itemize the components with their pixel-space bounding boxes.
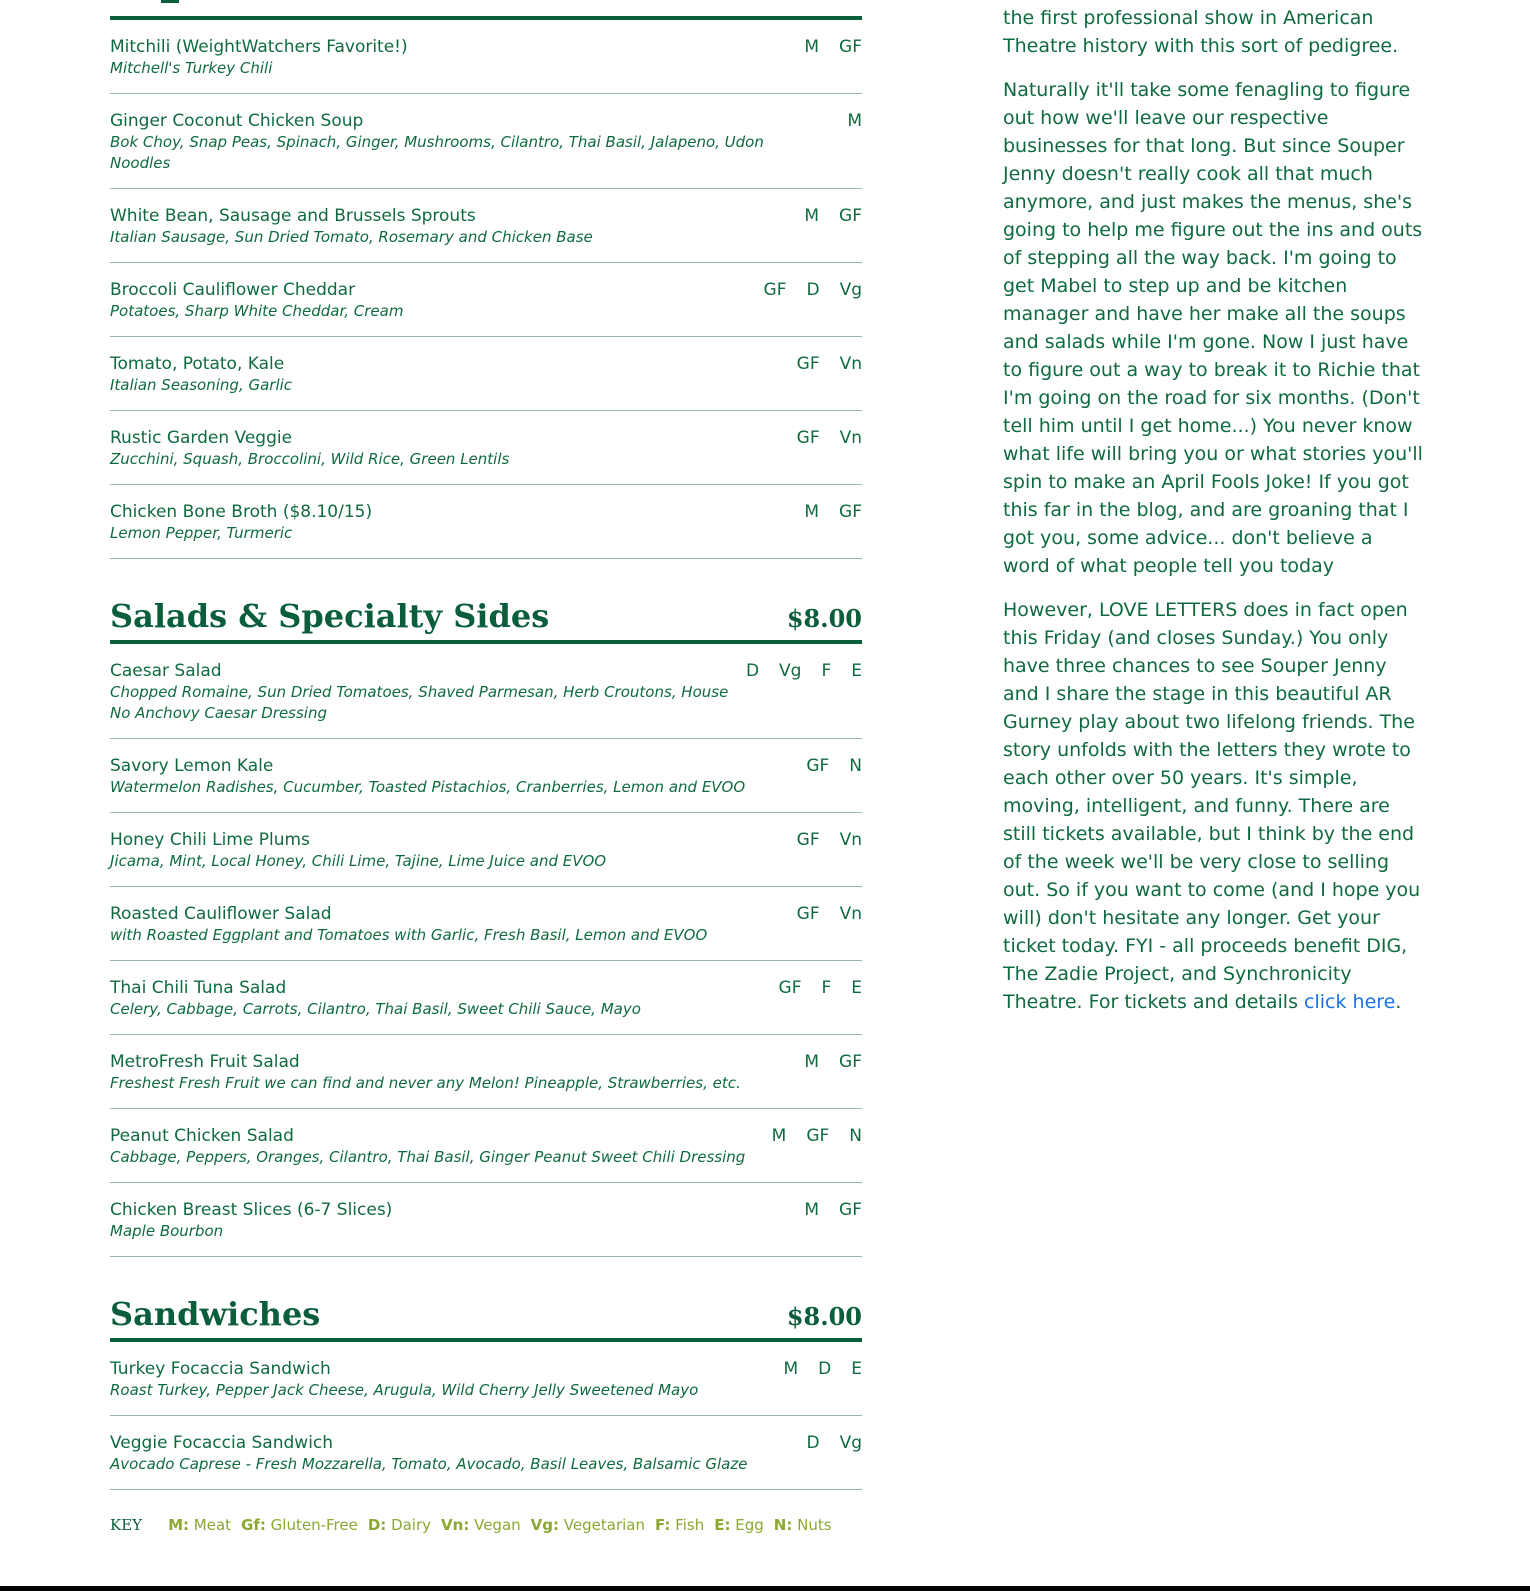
dietary-tags [783,1358,862,1380]
dietary-tags [797,353,862,375]
sandwiches-section [110,1277,862,1490]
salads-list [110,644,862,1257]
dietary-tag: E [851,661,862,681]
menu-item-text [110,1125,745,1168]
dietary-tags [746,660,862,682]
dietary-tag: GF [806,756,830,776]
menu-item-description: Watermelon Radishes, Cucumber, Toasted Pistachios, Cranberries, Lemon and EVOO [110,778,746,796]
dietary-tag: GF [839,502,862,522]
menu-item-description: Roast Turkey, Pepper Jack Cheese, Arugula, Wild Cherry Jelly Sweetened Mayo [110,1381,699,1399]
dietary-tag: D [745,661,760,681]
menu-item [110,644,862,739]
menu-item-text [110,660,746,724]
menu-item-description: Cabbage, Peppers, Oranges, Cilantro, Thai Basil, Ginger Peanut Sweet Chili Dressing [110,1148,746,1166]
key-entry [168,1516,231,1534]
menu-item-text [110,279,403,322]
key-code: M: [168,1516,189,1534]
menu-item [110,94,862,189]
section-price: $8.00 [786,604,862,633]
blog-paragraph [1003,596,1423,1016]
menu-item-text [110,110,770,174]
menu-item-text [110,501,372,544]
key-code: D: [367,1516,387,1534]
menu-item-name: Thai Chili Tuna Salad [110,978,287,998]
menu-item-text [110,36,408,79]
menu-item-description: Chopped Romaine, Sun Dried Tomatoes, Shaved Parmesan, Herb Croutons, House No Anchovy Caesar Dressing [110,683,729,722]
key-entry [774,1516,832,1534]
menu-item [110,1035,862,1109]
dietary-tag: GF [796,830,820,850]
dietary-tag: GF [839,206,862,226]
menu-item [110,1342,862,1416]
menu-item [110,813,862,887]
menu-item-description: Mitchell's Turkey Chili [110,59,273,77]
section-title: Salads & Specialty Sides [110,597,550,635]
dietary-tag: Vn [839,830,862,850]
menu-item [110,485,862,559]
tickets-link[interactable]: click here [1304,991,1396,1013]
dietary-tags [764,279,862,301]
dietary-tag: M [804,1200,820,1220]
menu-item-text [110,427,509,470]
menu-item-text [110,1051,741,1094]
menu-item [110,1416,862,1490]
dietary-tag: GF [839,37,862,57]
dietary-tags [797,829,862,851]
key-entry [531,1516,645,1534]
menu-item-description: Italian Seasoning, Garlic [110,376,293,394]
sandwiches-list [110,1342,862,1490]
dietary-tags [804,205,862,227]
menu-item-name: Turkey Focaccia Sandwich [110,1359,331,1379]
menu-item-name: Ginger Coconut Chicken Soup [110,111,364,131]
dietary-tag: M [804,1052,820,1072]
menu-item-description: Potatoes, Sharp White Cheddar, Cream [110,302,404,320]
menu-item-name: Veggie Focaccia Sandwich [110,1433,334,1453]
dietary-tag: M [804,37,820,57]
dietary-tags [797,427,862,449]
key-meaning: Egg [735,1516,764,1534]
blog-paragraph-text: However, LOVE LETTERS does in fact open this Friday (and closes Sunday.) You only have three chances to see Souper Jenny and I share the stage in this beautiful AR Gurney play about two lifelong friends. The story unfolds with the letters they wrote to each other over 50 years. It's simple, moving, intelligent, and funny. There are still tickets available, but I think by the end of the week we'll be very close to selling out. So if you want to come (and I hope you will) don't hesitate any longer. Get your ticket today. FYI - all proceeds benefit DIG, The Zadie Project, and Synchronicity Theatre. For tickets and details [1003,599,1421,1013]
dietary-tag: D [806,280,820,300]
menu-item [110,20,862,94]
key-entry [714,1516,764,1534]
soups-list [110,20,862,559]
menu-item-text [110,1432,747,1475]
section-price: $8.00 [786,1302,862,1331]
dietary-tag: M [804,206,820,226]
menu-item-description: Celery, Cabbage, Carrots, Cilantro, Thai Basil, Sweet Chili Sauce, Mayo [110,1000,641,1018]
menu-item-text [110,1199,392,1242]
menu-item-description: Jicama, Mint, Local Honey, Chili Lime, Tajine, Lime Juice and EVOO [110,852,607,870]
menu-item [110,961,862,1035]
dietary-tags [804,1199,862,1221]
menu-item [110,739,862,813]
dietary-tags [804,1051,862,1073]
menu-item-name: Savory Lemon Kale [110,756,274,776]
menu-column [110,0,862,1534]
dietary-tag: M [847,111,862,131]
menu-item-description: with Roasted Eggplant and Tomatoes with Garlic, Fresh Basil, Lemon and EVOO [110,926,708,944]
dietary-tags [797,903,862,925]
menu-item-description: Maple Bourbon [110,1222,224,1240]
dietary-tag: D [806,1433,820,1453]
dietary-tag: Vn [839,904,862,924]
key-code: Vg: [530,1516,560,1534]
menu-item-description: Avocado Caprese - Fresh Mozzarella, Tomato, Avocado, Basil Leaves, Balsamic Glaze [110,1455,748,1473]
dietary-tag: F [821,978,832,998]
dietary-tag: Vn [839,354,862,374]
key-meaning: Gluten-Free [270,1516,358,1534]
dietary-tags [804,501,862,523]
menu-item [110,337,862,411]
key-code: E: [714,1516,731,1534]
dietary-tag: GF [796,354,820,374]
key-entry [441,1516,521,1534]
period: . [1395,991,1402,1013]
menu-item-name: Mitchili (WeightWatchers Favorite!) [110,37,408,57]
key-meaning: Fish [675,1516,705,1534]
menu-item-text [110,903,707,946]
menu-item [110,887,862,961]
menu-item-name: Roasted Cauliflower Salad [110,904,332,924]
dietary-tag: GF [796,428,820,448]
menu-item-text [110,353,292,396]
menu-item [110,1109,862,1183]
dietary-tag: GF [839,1200,862,1220]
blog-post [1003,4,1423,1032]
dietary-tag: N [849,1126,862,1146]
menu-item-name: Chicken Bone Broth ($8.10/15) [110,502,373,522]
key-label: KEY [110,1516,143,1534]
dietary-tag: GF [839,1052,862,1072]
key-entry [241,1516,358,1534]
dietary-tag: N [849,756,862,776]
dietary-tag: M [771,1126,787,1146]
key-meaning: Vegetarian [563,1516,645,1534]
dietary-tag: E [851,1359,862,1379]
section-title: Sandwiches [110,1295,321,1333]
dietary-key [110,1516,862,1534]
menu-item-name: Peanut Chicken Salad [110,1126,294,1146]
menu-item-text [110,1358,698,1401]
dietary-tags [779,977,862,999]
menu-item-name: Caesar Salad [110,661,222,681]
dietary-tag: GF [778,978,802,998]
menu-item-text [110,829,606,872]
dietary-tag: Vg [779,661,802,681]
key-meaning: Meat [193,1516,232,1534]
dietary-tag: Vg [839,280,862,300]
menu-item-name: Rustic Garden Veggie [110,428,293,448]
menu-item-description: Zucchini, Squash, Broccolini, Wild Rice, Green Lentils [110,450,510,468]
key-meaning: Vegan [474,1516,521,1534]
dietary-tag: GF [796,904,820,924]
blog-paragraph: the first professional show in American Theatre history with this sort of pedigree. [1003,7,1399,57]
menu-item-description: Italian Sausage, Sun Dried Tomato, Rosemary and Chicken Base [110,228,593,246]
dietary-tags [847,110,862,132]
menu-item-name: Tomato, Potato, Kale [110,354,285,374]
menu-item [110,189,862,263]
salads-section [110,579,862,1257]
key-entries [168,1516,832,1534]
salads-header [110,579,862,644]
menu-item-description: Bok Choy, Snap Peas, Spinach, Ginger, Mushrooms, Cilantro, Thai Basil, Jalapeno, Udon Noodles [110,133,764,172]
menu-item-text [110,977,641,1020]
dietary-tag: M [783,1359,799,1379]
dietary-tag: GF [763,280,787,300]
menu-item-description: Freshest Fresh Fruit we can find and never any Melon! Pineapple, Strawberries, etc. [110,1074,741,1092]
dietary-tags [806,1432,862,1454]
key-code: Gf: [241,1516,266,1534]
dietary-tag: Vg [839,1433,862,1453]
dietary-tag: GF [806,1126,830,1146]
dietary-tag: M [804,502,820,522]
menu-item [110,263,862,337]
key-code: F: [654,1516,671,1534]
key-code: N: [773,1516,793,1534]
key-meaning: Nuts [797,1516,832,1534]
menu-item [110,1183,862,1257]
menu-item [110,411,862,485]
dietary-tag: Vn [839,428,862,448]
dietary-tags [772,1125,862,1147]
key-meaning: Dairy [391,1516,432,1534]
menu-item-name: Broccoli Cauliflower Cheddar [110,280,356,300]
menu-item-description: Lemon Pepper, Turmeric [110,524,293,542]
menu-item-text [110,205,593,248]
sandwiches-header [110,1277,862,1342]
dietary-tags [806,755,862,777]
menu-item-name: MetroFresh Fruit Salad [110,1052,300,1072]
soups-section [110,20,862,559]
bottom-bar [0,1586,1530,1591]
key-code: Vn: [441,1516,470,1534]
dietary-tag: F [821,661,832,681]
menu-item-text [110,755,745,798]
menu-item-name: White Bean, Sausage and Brussels Sprouts [110,206,476,226]
dietary-tags [804,36,862,58]
dietary-tag: D [818,1359,832,1379]
menu-item-name: Chicken Breast Slices (6-7 Slices) [110,1200,393,1220]
menu-item-name: Honey Chili Lime Plums [110,830,310,850]
blog-paragraph: Naturally it'll take some fenagling to figure out how we'll leave our respective businesses for that long. But since Souper Jenny doesn't really cook all that much anymore, and just makes the menus, she's going to help me figure out the ins and outs of stepping all the way back. I'm going to get Mabel to step up and be kitchen manager and have her make all the soups and salads while I'm gone. Now I just have to figure out a way to break it to Richie that I'm going on the road for six months. (Don't tell him until I get home...) You never know what life will bring you or what stories you'll spin to make an April Fools Joke! If you got this far in the blog, and are groaning that I got you, some advice... don't believe a word of what people tell you today [1003,79,1423,577]
key-entry [655,1516,704,1534]
key-entry [368,1516,431,1534]
dietary-tag: E [851,978,862,998]
